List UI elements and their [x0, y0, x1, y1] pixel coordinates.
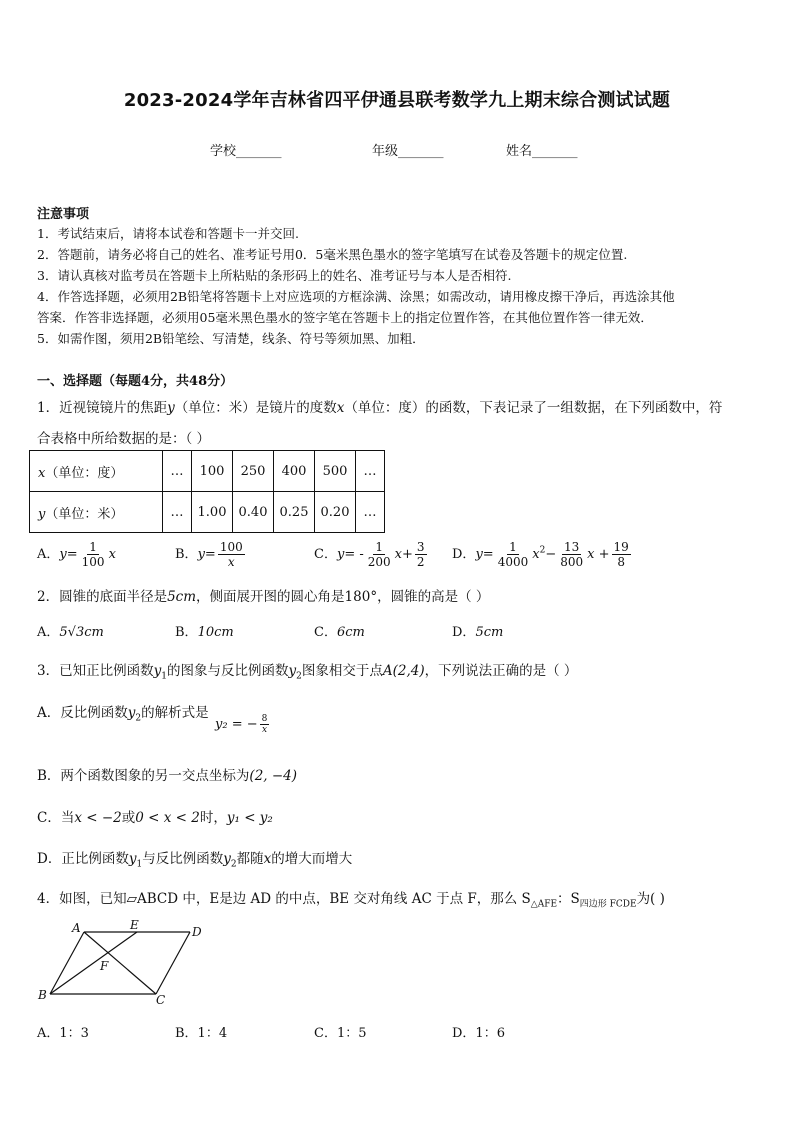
table-row: [30, 492, 385, 533]
table-cell: 0.40: [233, 492, 274, 533]
q3-option-c: C．当x < −2或0 < x < 2时，y₁ < y₂: [37, 810, 273, 826]
q2-option-a: A．5√3cm: [37, 625, 104, 640]
edge-dc: [156, 932, 190, 994]
page-title: 2023-2024学年吉林省四平伊通县联考数学九上期末综合测试试题: [123, 90, 671, 111]
table-cell: 500: [315, 451, 356, 492]
diagonal-ac: [84, 932, 156, 994]
note-item: 1．考试结束后，请将本试卷和答题卡一并交回.: [37, 226, 299, 241]
section-heading: 一、选择题（每题4分，共48分）: [37, 374, 234, 389]
table-cell: 250: [233, 451, 274, 492]
label-c: C: [156, 993, 166, 1007]
note-item: 答案．作答非选择题，必须用05毫米黑色墨水的签字笔在答题卡上的指定位置作答，在其他位置作答一律无效．: [37, 310, 653, 325]
question-2-stem: 2．圆锥的底面半径是5cm，侧面展开图的圆心角是180°，圆锥的高是（ ）: [37, 589, 490, 605]
table-row: [30, 451, 385, 492]
q3-option-b: B．两个函数图象的另一交点坐标为(2, −4): [37, 768, 298, 784]
q1-option-b: B．y= $\frac{100}{x}$: [175, 540, 243, 569]
q1-option-a: A．y= $\frac{1}{100}$ x: [37, 540, 116, 569]
edge-ba: [50, 932, 84, 994]
q3-option-a: A．反比例函数$y_2$的解析式是: [37, 705, 209, 724]
question-4-stem: 4．如图，已知▱ABCD 中，E是边 AD 的中点，BE 交对角线 AC 于点 F，那么 $S_{\triangle AFE}$：$S_{四边形 FCDE}$为( ): [37, 891, 665, 910]
label-b: B: [38, 988, 47, 1002]
table-cell: 100: [192, 451, 233, 492]
q2-option-d: D．5cm: [452, 625, 504, 640]
q1-option-d: D．y= $\frac{1}{4000}$ $x^2-$ $\frac{13}{800}$ x + $\frac{19}{8}$: [452, 540, 629, 569]
question-1-stem: 1．近视镜镜片的焦距y（单位：米）是镜片的度数x（单位：度）的函数，下表记录了一组数据，在下列函数中，符: [37, 400, 723, 416]
table-cell: …: [356, 451, 385, 492]
table-cell: 0.20: [315, 492, 356, 533]
q2-option-b: B．10cm: [175, 625, 234, 640]
note-item: 4．作答选择题，必须用2B铅笔将答题卡上对应选项的方框涂满、涂黑；如需改动，请用橡皮擦干净后，再选涂其他: [37, 289, 675, 304]
label-a: A: [72, 921, 81, 935]
name-field: 姓名_______: [506, 144, 578, 159]
table-cell: …: [163, 451, 192, 492]
table-cell: 1.00: [192, 492, 233, 533]
school-field: 学校_______: [210, 144, 282, 159]
table-header-cell: y（单位：米）: [30, 492, 163, 533]
question-1-stem-line2: 合表格中所给数据的是：（ ）: [37, 431, 211, 447]
note-item: 2．答题前，请务必将自己的姓名、准考证号用0．5毫米黑色墨水的签字笔填写在试卷及答题卡的规定位置.: [37, 247, 628, 262]
label-d: D: [192, 925, 202, 939]
table-cell: 400: [274, 451, 315, 492]
question-3-stem: 3．已知正比例函数$y_1$的图象与反比例函数$y_2$图象相交于点A(2,4)，下列说法正确的是（ ）: [37, 663, 578, 682]
parallelogram-figure: [36, 918, 206, 1008]
segment-be: [50, 932, 137, 994]
note-item: 5．如需作图，须用2B铅笔绘、写清楚，线条、符号等须加黑、加粗．: [37, 331, 425, 346]
table-cell: …: [356, 492, 385, 533]
notes-heading: 注意事项: [37, 207, 90, 222]
label-f: F: [100, 959, 109, 973]
q4-option-a: A．1：3: [37, 1026, 89, 1041]
table-cell: …: [163, 492, 192, 533]
q4-option-c: C．1：5: [314, 1026, 367, 1041]
label-e: E: [130, 918, 139, 932]
table-cell: 0.25: [274, 492, 315, 533]
q4-option-b: B．1：4: [175, 1026, 228, 1041]
q1-option-c: C．y= - $\frac{1}{200}$ x+ $\frac{3}{2}$: [314, 540, 425, 569]
q3-option-d: D．正比例函数$y_1$与反比例函数$y_2$都随x的增大而增大: [37, 851, 353, 870]
q4-option-d: D．1：6: [452, 1026, 505, 1041]
grade-field: 年级_______: [372, 144, 444, 159]
q3-option-a-formula: y₂ = − $\frac{8}{x}$: [215, 714, 268, 735]
note-item: 3．请认真核对监考员在答题卡上所粘贴的条形码上的姓名、准考证号与本人是否相符.: [37, 268, 512, 283]
data-table: [29, 450, 385, 533]
table-header-cell: x（单位：度）: [30, 451, 163, 492]
q2-option-c: C．6cm: [314, 625, 365, 640]
